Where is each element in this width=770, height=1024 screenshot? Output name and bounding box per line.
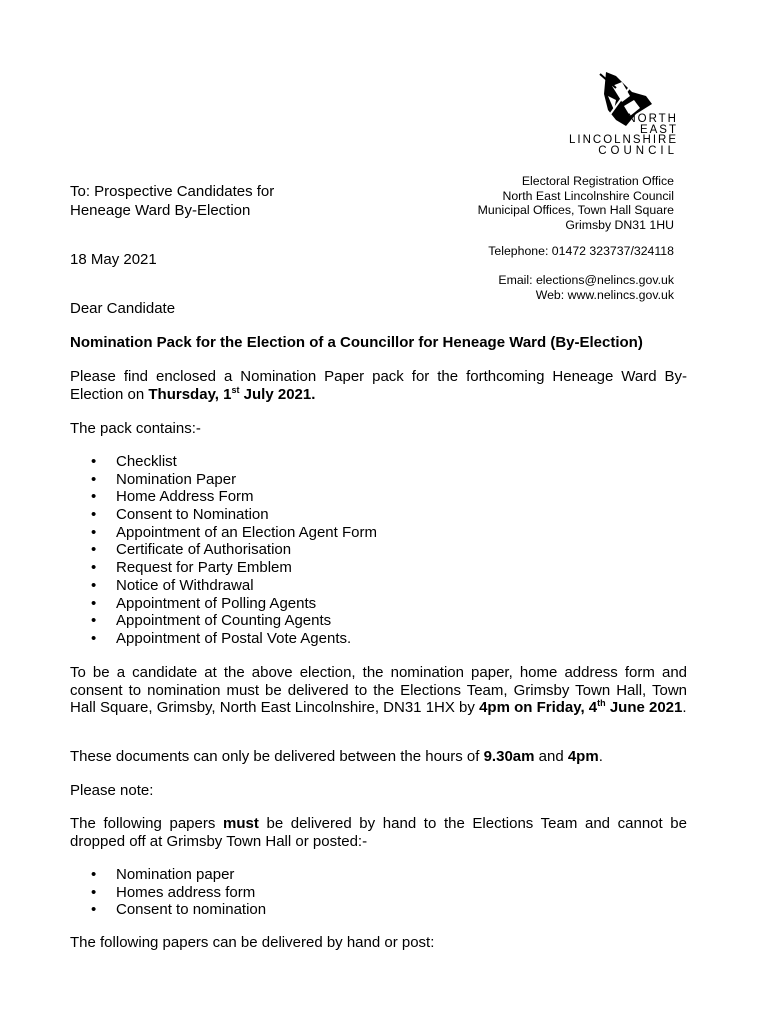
list-item: • Appointment of Counting Agents (70, 612, 377, 630)
logo-line: NORTH (627, 113, 678, 125)
candidate-paragraph: To be a candidate at the above election, the nomination paper, home address form and consent to nomination must be delivered to the Elections Team, Grimsby Town Hall, Town Hall Square, Grimsby, North East Lincolnshire, DN31 1HX by 4pm on Friday, 4th June 2021. (70, 664, 687, 716)
contact-details (498, 273, 674, 302)
logo-line: COUNCIL (598, 144, 678, 157)
list-item: • Home Address Form (70, 488, 377, 506)
candidate-text: To be a candidate at the above election, the nomination paper, home address form and consent to nomination must be delivered to the Elections Team, Grimsby Town Hall, Town Hall Square, Grimsby, North East Lincolnshire, DN31 1HX by (70, 664, 687, 716)
hours-paragraph: These documents can only be delivered between the hours of 9.30am and 4pm. (70, 748, 603, 765)
recipient-line: To: Prospective Candidates for (70, 183, 275, 200)
address-line: North East Lincolnshire Council (502, 188, 674, 203)
list-item: • Request for Party Emblem (70, 559, 377, 577)
must-paragraph: The following papers must be delivered by hand to the Elections Team and cannot be dropped off at Grimsby Town Hall or posted:- (70, 815, 687, 850)
start-time: 9.30am (483, 748, 535, 765)
address-line: Municipal Offices, Town Hall Square (477, 203, 674, 218)
hand-delivery-list (70, 866, 266, 919)
salutation: Dear Candidate (70, 300, 176, 317)
address-line: Grimsby DN31 1HU (565, 217, 674, 232)
intro-text: Please find enclosed a Nomination Paper pack for the forthcoming Heneage Ward By-Election on (70, 368, 687, 403)
letter-subject: Nomination Pack for the Election of a Councillor for Heneage Ward (By-Election) (70, 334, 643, 351)
end-time: 4pm (567, 748, 599, 765)
election-date: Thursday, 1st July 2021. (148, 384, 316, 403)
list-item: • Homes address form (70, 884, 266, 902)
recipient-line: Heneage Ward By-Election (70, 202, 251, 219)
logo-wordmark (560, 114, 678, 156)
list-item: • Consent to Nomination (70, 506, 377, 524)
post-paragraph: The following papers can be delivered by hand or post: (70, 934, 435, 951)
telephone: Telephone: 01472 323737/324118 (488, 244, 674, 258)
pack-contents-list (70, 453, 377, 648)
address-line: Electoral Registration Office (521, 174, 674, 188)
letter-date: 18 May 2021 (70, 251, 157, 268)
list-item: • Checklist (70, 453, 377, 471)
list-item: • Notice of Withdrawal (70, 577, 377, 595)
nomination-deadline: 4pm on Friday, 4th June 2021 (479, 698, 683, 716)
list-item: • Appointment of Polling Agents (70, 595, 377, 613)
council-logo (560, 70, 680, 165)
list-item: • Appointment of an Election Agent Form (70, 524, 377, 542)
note-heading: Please note: (70, 782, 154, 799)
list-item: • Certificate of Authorisation (70, 541, 377, 559)
list-item: • Nomination paper (70, 866, 266, 884)
list-item: • Nomination Paper (70, 471, 377, 489)
list-item: • Consent to nomination (70, 901, 266, 919)
email-line: Email: elections@nelincs.gov.uk (498, 273, 674, 287)
web-line: Web: www.nelincs.gov.uk (535, 287, 674, 302)
pack-heading: The pack contains:- (70, 420, 201, 437)
recipient (70, 182, 274, 220)
sender-address (478, 174, 674, 232)
intro-paragraph (70, 368, 687, 403)
logo-line: LINCOLNSHIRE (569, 134, 678, 146)
list-item: • Appointment of Postal Vote Agents. (70, 630, 377, 648)
must-emphasis: must (223, 815, 259, 832)
logo-line: EAST (639, 123, 678, 136)
